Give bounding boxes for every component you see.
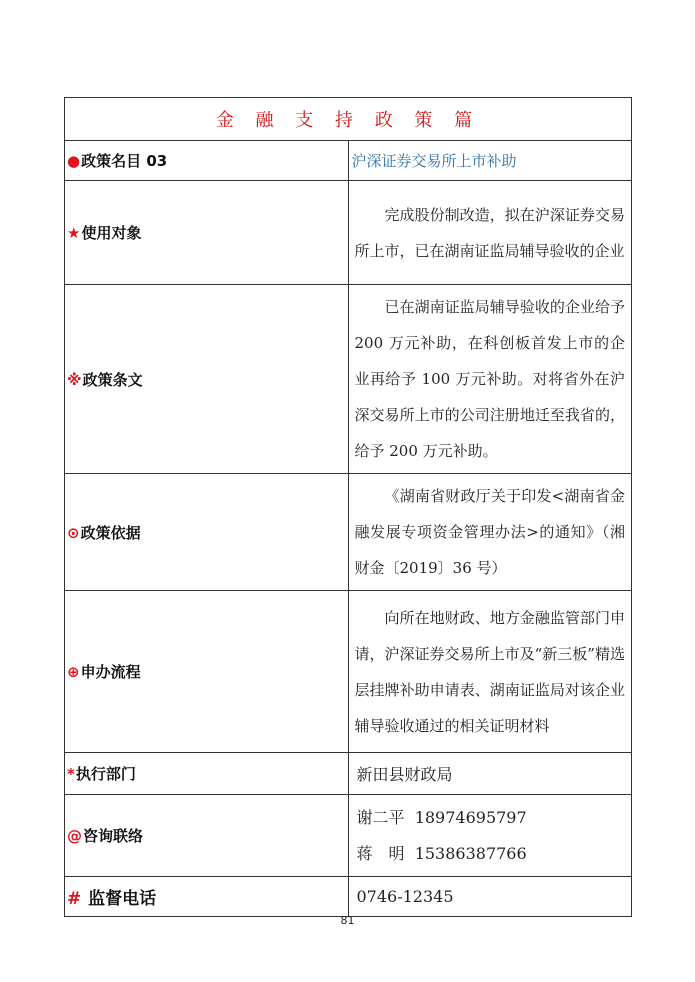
basis-text: 《湖南省财政厅关于印发<湖南省金融发展专项资金管理办法>的通知》（湘财金〔2019〕36 号）	[354, 487, 625, 577]
policy-section-title: 金 融 支 持 政 策 篇	[65, 98, 632, 141]
label-cell	[65, 753, 349, 795]
circled-plus-icon: ⊕	[67, 663, 80, 681]
label-cell	[65, 877, 349, 917]
title-row	[65, 98, 632, 141]
department-value: 新田县财政局	[348, 753, 632, 795]
policy-name-row	[65, 141, 632, 181]
label-cell	[65, 181, 349, 285]
contact-line	[349, 800, 632, 836]
policy-name-label: 政策名目 03	[81, 152, 168, 170]
process-label: 申办流程	[80, 663, 141, 681]
red-dot-icon: ●	[67, 152, 81, 170]
department-label: 执行部门	[75, 765, 136, 783]
content-cell	[348, 285, 632, 474]
content-cell	[348, 474, 632, 591]
content-cell	[348, 181, 632, 285]
policy-table	[64, 97, 632, 917]
process-row	[65, 591, 632, 753]
contact-row	[65, 795, 632, 877]
asterisk-icon: *	[67, 765, 75, 783]
contact-line	[349, 836, 632, 872]
clause-row	[65, 285, 632, 474]
contact-phone: 18974695797	[414, 807, 527, 827]
label-cell	[65, 795, 349, 877]
contact-phone: 15386387766	[414, 843, 527, 863]
contact-cell	[348, 795, 632, 877]
department-row	[65, 753, 632, 795]
basis-label: 政策依据	[80, 523, 141, 542]
label-cell	[65, 285, 349, 474]
hotline-value: 0746-12345	[348, 877, 632, 917]
star-icon: ★	[67, 224, 81, 242]
target-text: 完成股份制改造，拟在沪深证券交易所上市，已在湖南证监局辅导验收的企业	[354, 205, 625, 260]
basis-row	[65, 474, 632, 591]
target-row	[65, 181, 632, 285]
hash-icon: #	[67, 889, 82, 909]
label-cell	[65, 591, 349, 753]
reference-mark-icon: ※	[67, 370, 82, 389]
hotline-row	[65, 877, 632, 917]
process-text: 向所在地财政、地方金融监管部门申请，沪深证券交易所上市及“新三板”精选层挂牌补助申请表、湖南证监局对该企业辅导验收通过的相关证明材料	[354, 608, 625, 735]
policy-name-value: 沪深证券交易所上市补助	[348, 141, 632, 181]
circled-dot-icon: ⊙	[67, 523, 80, 542]
contact-name: 蒋 明	[356, 843, 405, 863]
page-number: 81	[340, 914, 355, 927]
content-cell	[348, 591, 632, 753]
target-label: 使用对象	[81, 224, 142, 242]
at-sign-icon: @	[67, 827, 82, 845]
label-cell	[65, 474, 349, 591]
contact-name: 谢二平	[356, 807, 405, 827]
clause-text: 已在湖南证监局辅导验收的企业给予 200 万元补助，在科创板首发上市的企业再给予 100 万元补助。对将省外在沪深交易所上市的公司注册地迁至我省的，给予 200 万元补助。	[354, 298, 625, 460]
hotline-label: 监督电话	[88, 889, 157, 909]
clause-label: 政策条文	[82, 370, 143, 389]
contact-label: 咨询联络	[83, 827, 144, 845]
label-cell	[65, 141, 349, 181]
